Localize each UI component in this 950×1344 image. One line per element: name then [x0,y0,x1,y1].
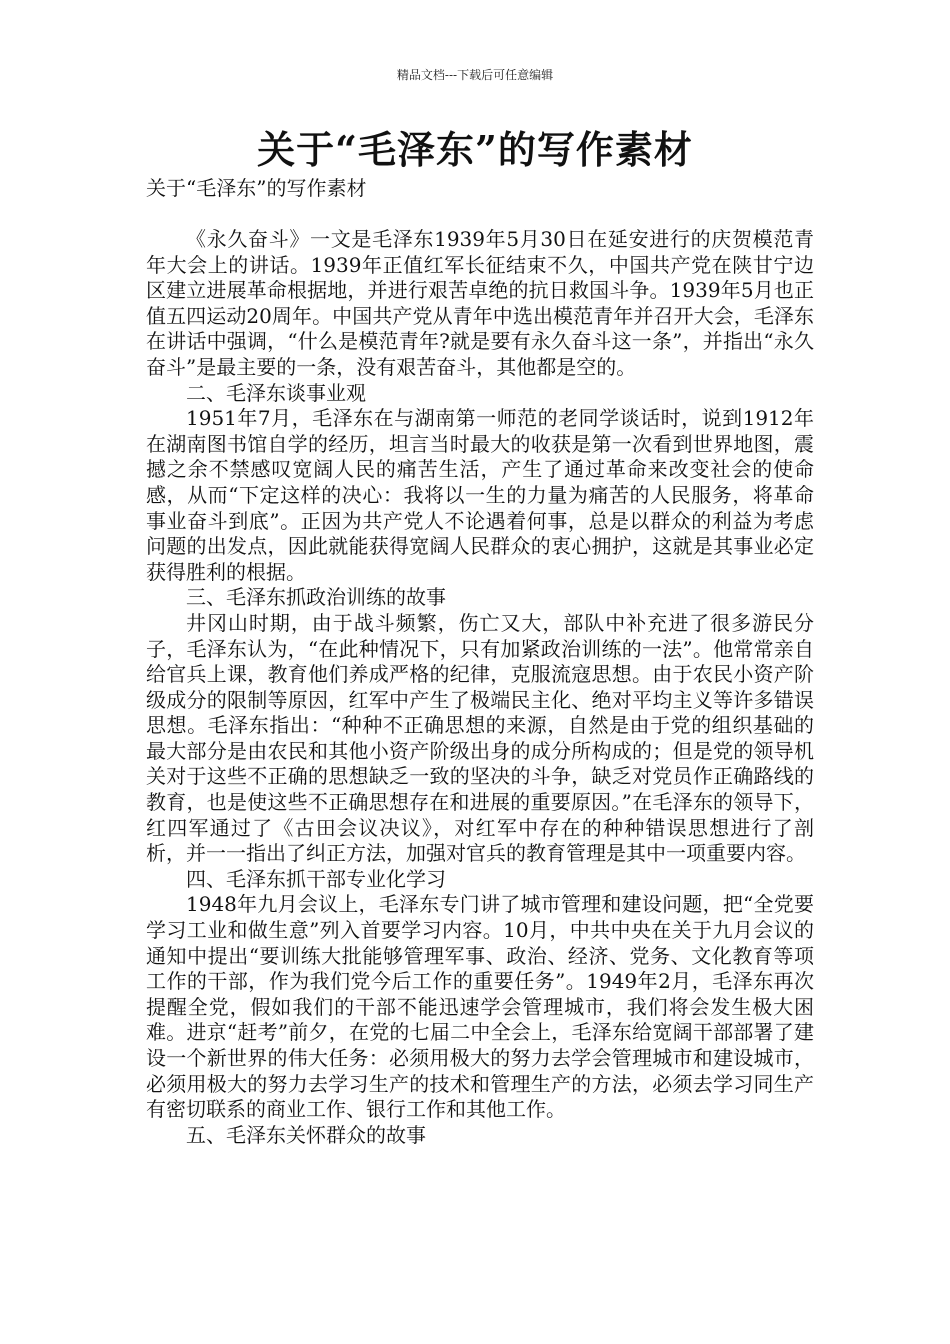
section-heading-5: 五、毛泽东关怀群众的故事 [186,1122,426,1147]
section-heading-2: 二、毛泽东谈事业观 [186,380,366,405]
paragraph-section-2: 1951年7月，毛泽东在与湖南第一师范的老同学谈话时，说到1912年在湖南图书馆自学的经历，坦言当时最大的收获是第一次看到世界地图，震撼之余不禁感叹宽阔人民的痛苦生活，产生了通过革命来改变社会的使命感，从而“下定这样的决心：我将以一生的力量为痛苦的人民服务，将革命事业奋斗到底”。正因为共产党人不论遇着何事，总是以群众的利益为考虑问题的出发点，因此就能获得宽阔人民群众的衷心拥护，这就是其事业必定获得胜利的根据。 [146,406,814,584]
paragraph-section-4: 1948年九月会议上，毛泽东专门讲了城市管理和建设问题，把“全党要学习工业和做生意”列入首要学习内容。10月，中共中央在关于九月会议的通知中提出“要训练大批能够管理军事、政治、经济、党务、文化教育等项工作的干部，作为我们党今后工作的重要任务”。1949年2月，毛泽东再次提醒全党，假如我们的干部不能迅速学会管理城市，我们将会发生极大困难。进京“赶考”前夕，在党的七届二中全会上，毛泽东给宽阔干部部署了建设一个新世界的伟大任务：必须用极大的努力去学会管理城市和建设城市，必须用极大的努力去学习生产的技术和管理生产的方法，必须去学习同生产有密切联系的商业工作、银行工作和其他工作。 [146,892,814,1122]
document-subtitle: 关于“毛泽东”的写作素材 [146,176,367,200]
document-title: 关于“毛泽东”的写作素材 [257,127,693,172]
paragraph-section-3: 井冈山时期，由于战斗频繁，伤亡又大，部队中补充进了很多游民分子，毛泽东认为，“在此种情况下，只有加紧政治训练的一法”。他常常亲自给官兵上课，教育他们养成严格的纪律，克服流寇思想。由于农民小资产阶级成分的限制等原因，红军中产生了极端民主化、绝对平均主义等许多错误思想。毛泽东指出：“种种不正确思想的来源，自然是由于党的组织基础的最大部分是由农民和其他小资产阶级出身的成分所构成的；但是党的领导机关对于这些不正确的思想缺乏一致的坚决的斗争，缺乏对党员作正确路线的教育，也是使这些不正确思想存在和进展的重要原因。”在毛泽东的领导下，红四军通过了《古田会议决议》，对红军中存在的种种错误思想进行了剖析，并一一指出了纠正方法，加强对官兵的教育管理是其中一项重要内容。 [146,610,814,866]
document-body [146,227,814,1148]
section-heading-4: 四、毛泽东抓干部专业化学习 [186,866,446,891]
header-note: 精品文档---下载后可任意编辑 [396,68,554,82]
section-heading-3: 三、毛泽东抓政治训练的故事 [186,585,446,610]
paragraph-intro: 《永久奋斗》一文是毛泽东1939年5月30日在延安进行的庆贺模范青年大会上的讲话。1939年正值红军长征结束不久，中国共产党在陕甘宁边区建立进展革命根据地，并进行艰苦卓绝的抗日救国斗争。1939年5月也正值五四运动20周年。中国共产党从青年中选出模范青年并召开大会，毛泽东在讲话中强调，“什么是模范青年?就是要有永久奋斗这一条”，并指出“永久奋斗”是最主要的一条，没有艰苦奋斗，其他都是空的。 [146,227,814,379]
